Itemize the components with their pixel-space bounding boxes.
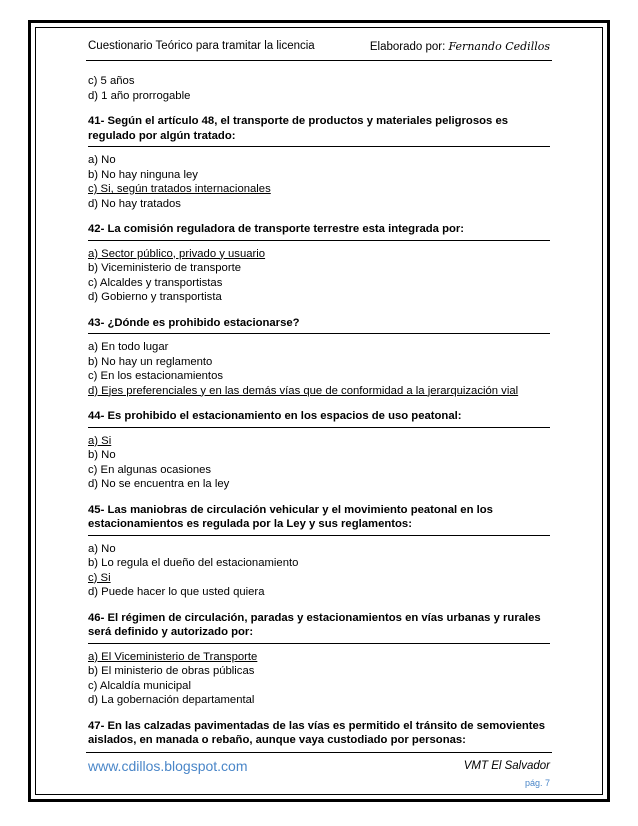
answer-option: d) Gobierno y transportista <box>88 291 222 303</box>
question-text: 43- ¿Dónde es prohibido estacionarse? <box>88 316 550 335</box>
answer-option: b) No hay un reglamento <box>88 355 213 368</box>
header-elaborated-label: Elaborado por: <box>369 41 446 53</box>
answer-option: d) Puede hacer lo que usted quiera <box>88 586 265 598</box>
question-options <box>88 542 550 600</box>
carry-over-options <box>88 74 550 103</box>
answer-option-correct: c) Si <box>88 571 111 584</box>
question-text: 41- Según el artículo 48, el transporte de productos y materiales peligrosos es regulado por algún tratado: <box>88 114 550 147</box>
answer-option-correct: a) Si <box>88 434 112 447</box>
question-text: 44- Es prohibido el estacionamiento en los espacios de uso peatonal: <box>88 409 550 428</box>
answer-option-correct: a) Sector público, privado y usuario <box>88 247 266 260</box>
question-text: 45- Las maniobras de circulación vehicular y el movimiento peatonal en los estacionamientos es regulada por la Ley y sus reglamentos: <box>88 503 550 536</box>
question-text: 47- En las calzadas pavimentadas de las vías es permitido el tránsito de semovientes aislados, en manada o rebaño, aunque vaya custodiado por personas: <box>88 719 546 746</box>
page-header <box>88 40 550 56</box>
question-list <box>88 114 550 751</box>
answer-option: b) Lo regula el dueño del estacionamiento <box>88 557 299 569</box>
header-rule <box>86 60 552 61</box>
answer-option-correct: a) El Viceministerio de Transporte <box>88 650 258 663</box>
question-text: 42- La comisión reguladora de transporte terrestre esta integrada por: <box>88 222 550 241</box>
answer-option-correct: d) Ejes preferenciales y en las demás vías que de conformidad a la jerarquización vial <box>88 384 519 397</box>
footer-rule <box>86 752 552 753</box>
answer-option: d) La gobernación departamental <box>88 694 255 706</box>
answer-option: a) En todo lugar <box>88 341 169 353</box>
answer-option: b) No hay ninguna ley <box>88 168 198 181</box>
question-text: 46- El régimen de circulación, paradas y estacionamientos en vías urbanas y rurales será definido y autorizado por: <box>88 611 550 644</box>
answer-option: b) Viceministerio de transporte <box>88 262 241 274</box>
answer-option: d) No hay tratados <box>88 197 181 210</box>
answer-option: b) No <box>88 449 116 461</box>
answer-option: d) 1 año prorrogable <box>88 89 191 102</box>
answer-option: c) Alcaldía municipal <box>88 679 191 692</box>
question-options <box>88 340 550 398</box>
page-footer <box>88 758 550 792</box>
footer-org: VMT El Salvador <box>463 760 550 772</box>
header-author: Fernando Cedillos <box>448 40 550 53</box>
question-options <box>88 153 550 211</box>
header-title: Cuestionario Teórico para tramitar la licencia <box>88 40 315 52</box>
question-options <box>88 650 550 708</box>
blog-link[interactable]: www.cdillos.blogspot.com <box>88 758 248 774</box>
answer-option: c) En algunas ocasiones <box>88 463 212 476</box>
page-number: pág. 7 <box>524 778 550 788</box>
answer-option-correct: c) Si, según tratados internacionales <box>88 183 271 195</box>
questionnaire-content <box>88 74 550 751</box>
answer-option: a) No <box>88 154 116 166</box>
question-options <box>88 247 550 305</box>
answer-option: a) No <box>88 542 116 555</box>
answer-option: d) No se encuentra en la ley <box>88 478 230 490</box>
answer-option: b) El ministerio de obras públicas <box>88 665 255 677</box>
answer-option: c) Alcaldes y transportistas <box>88 276 223 289</box>
answer-option: c) 5 años <box>88 75 135 87</box>
answer-option: c) En los estacionamientos <box>88 370 223 382</box>
header-credit <box>370 40 550 53</box>
question-options <box>88 434 550 492</box>
